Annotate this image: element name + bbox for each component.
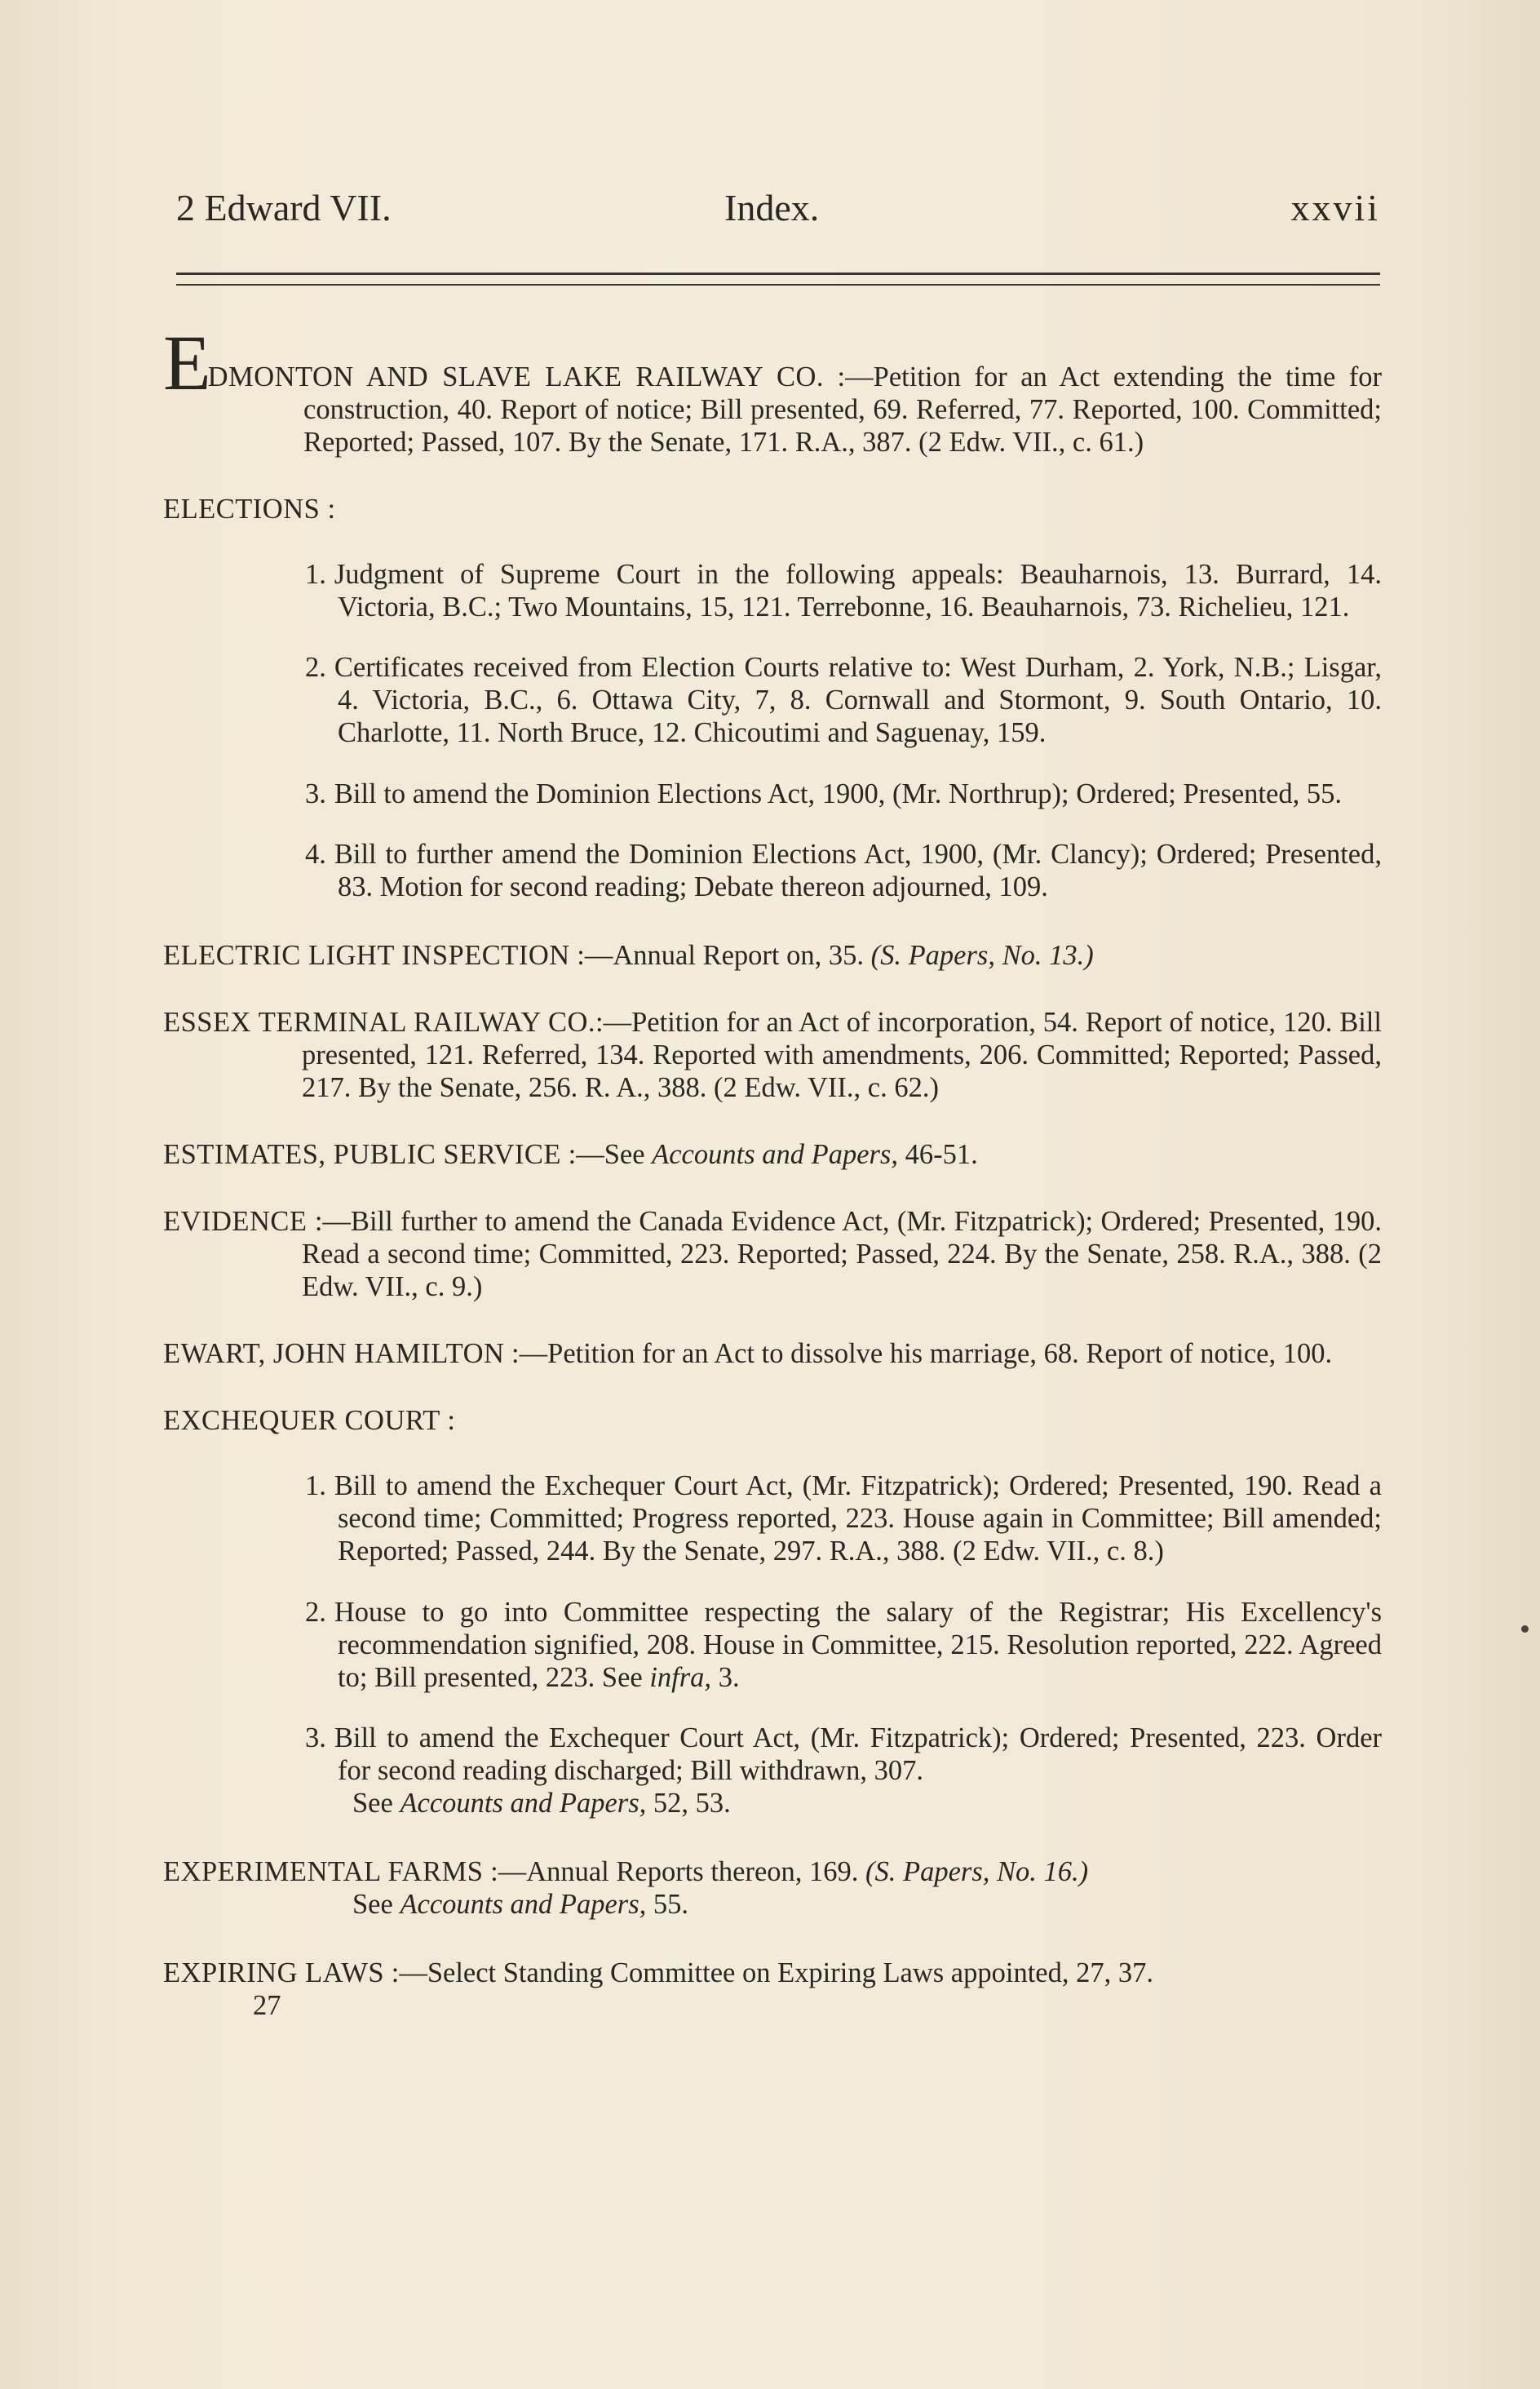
entry-term: DMONTON AND SLAVE LAKE RAILWAY CO. — [207, 361, 825, 392]
index-entry-electric-light: ELECTRIC LIGHT INSPECTION :—Annual Report on, 35. (S. Papers, No. 13.) — [163, 940, 1094, 971]
index-entry-evidence: EVIDENCE :—Bill further to amend the Canada Evidence Act, (Mr. Fitzpatrick); Ordered; Presented, 190. Read a second time; Committed, 223. Reported; Passed, 224. By the Senate, 258. R.A., 388. (2 Edw. VII., c. 9.) — [163, 1206, 1382, 1302]
index-entry-essex: ESSEX TERMINAL RAILWAY CO.:—Petition for an Act of incorporation, 54. Report of notice, 120. Bill presented, 121. Referred, 134. Reported with amendments, 206. Committed; Reported; Passed, 217. By the Senate, 256. R. A., 388. (2 Edw. VII., c. 62.) — [163, 1007, 1382, 1103]
entry-text: :—Petition for an Act extending the time for construction, 40. Report of notice; Bill presented, 69. Referred, 77. Reported, 100. Committed; Reported; Passed, 107. By the Senate, 171. R.A., 387. (2 Edw. VII., c. 61.) — [303, 361, 1382, 458]
index-heading-exchequer: EXCHEQUER COURT : — [163, 1405, 456, 1436]
index-entry-edmonton — [163, 318, 1382, 459]
regnal-year: 2 Edward VII. — [176, 187, 392, 228]
header-rule — [176, 273, 1380, 275]
index-entry-experimental-farms: EXPERIMENTAL FARMS :—Annual Reports thereon, 169. (S. Papers, No. 16.) — [163, 1856, 1089, 1887]
sub-entry: 1. Bill to amend the Exchequer Court Act, (Mr. Fitzpatrick); Ordered; Presented, 190. Read a second time; Committed; Progress reported, 223. House again in Committee; Bill amended; Reported; Passed, 244. By the Senate, 297. R.A., 388. (2 Edw. VII., c. 8.) — [305, 1470, 1382, 1567]
running-head — [176, 186, 1380, 235]
sub-entry: 2. Certificates received from Election Courts relative to: West Durham, 2. York, N.B.; Lisgar, 4. Victoria, B.C., 6. Ottawa City, 7, 8. Cornwall and Stormont, 9. South Ontario, 10. Charlotte, 11. North Bruce, 12. Chicoutimi and Saguenay, 159. — [305, 652, 1382, 748]
index-content — [163, 310, 1382, 2050]
signature-mark: 27 — [253, 1990, 281, 2021]
sub-entry: 3. Bill to amend the Dominion Elections Act, 1900, (Mr. Northrup); Ordered; Presented, 55. — [305, 778, 1342, 809]
sub-entry: 3. Bill to amend the Exchequer Court Act, (Mr. Fitzpatrick); Ordered; Presented, 223. Order for second reading discharged; Bill withdrawn, 307. — [305, 1722, 1382, 1786]
drop-cap: E — [163, 318, 211, 406]
header-rule-thin — [176, 284, 1380, 286]
see-also: See Accounts and Papers, 55. — [352, 1889, 689, 1920]
index-heading-elections: ELECTIONS : — [163, 493, 336, 525]
index-entry-estimates: ESTIMATES, PUBLIC SERVICE :—See Accounts and Papers, 46-51. — [163, 1139, 978, 1170]
page-number-roman: xxvii — [1290, 187, 1380, 228]
sub-entry: 4. Bill to further amend the Dominion Elections Act, 1900, (Mr. Clancy); Ordered; Presented, 83. Motion for second reading; Debate thereon adjourned, 109. — [305, 839, 1382, 902]
sub-entry: 1. Judgment of Supreme Court in the following appeals: Beauharnois, 13. Burrard, 14. Victoria, B.C.; Two Mountains, 15, 121. Terrebonne, 16. Beauharnois, 73. Richelieu, 121. — [305, 558, 1382, 623]
page-title: Index. — [724, 187, 820, 228]
see-also: See Accounts and Papers, 52, 53. — [352, 1788, 731, 1819]
index-entry-expiring-laws: EXPIRING LAWS :—Select Standing Committee on Expiring Laws appointed, 27, 37. — [163, 1957, 1153, 1988]
index-entry-ewart: EWART, JOHN HAMILTON :—Petition for an Act to dissolve his marriage, 68. Report of notice, 100. — [163, 1338, 1333, 1369]
sub-entry: 2. House to go into Committee respecting the salary of the Registrar; His Excellency's recommendation signified, 208. House in Committee, 215. Resolution reported, 222. Agreed to; Bill presented, 223. See infra, 3. — [305, 1596, 1382, 1693]
stray-ink-dot — [1521, 1625, 1529, 1633]
